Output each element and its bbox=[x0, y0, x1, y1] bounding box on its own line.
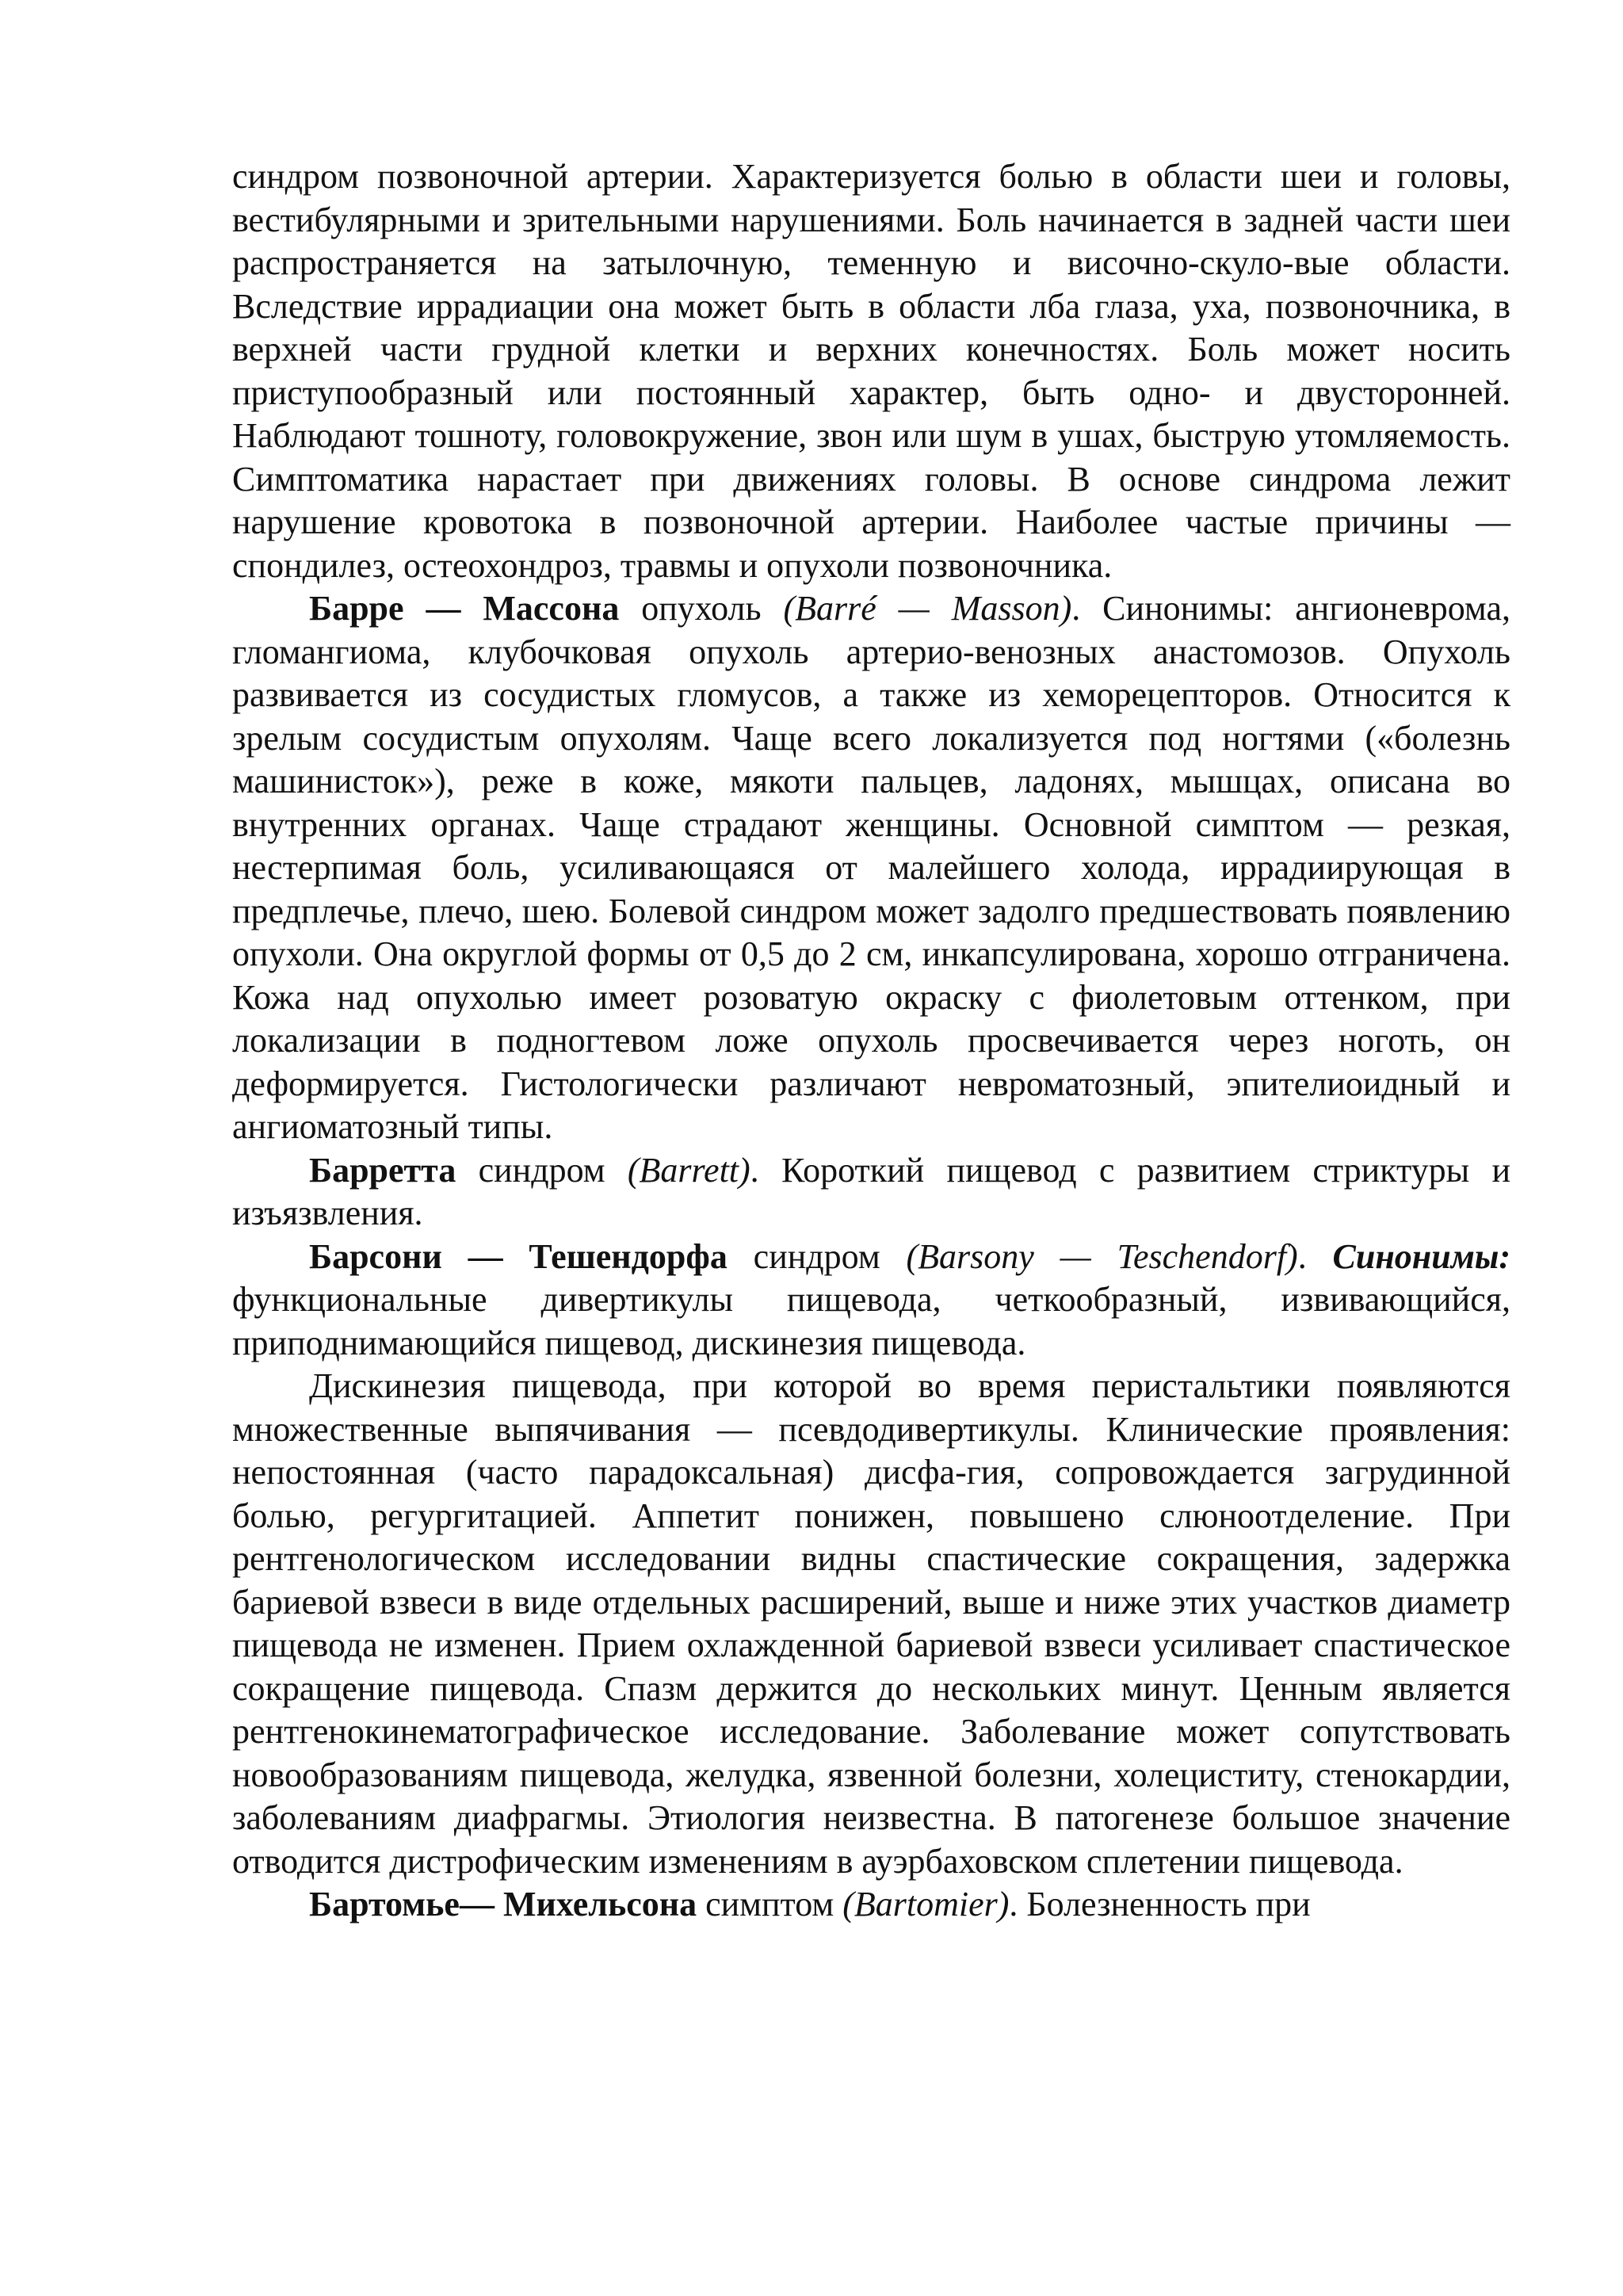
paragraph-text: . Синонимы: ангионеврома, гломангиома, клубочковая опухоль артерио-венозных анастомозов. Опухоль развивается из сосудистых гломусов, а также из хеморецепторов. Относится к зрелым сосудистым опухолям. Чаще всего локализуется под ногтями («болезнь машинисток»), реже в коже, мякоти пальцев, ладонях, мышцах, описана во внутренних органах. Чаще страдают женщины. Основной симптом — резкая, нестерпимая боль, усиливающаяся от малейшего холода, иррадиирующая в предплечье, плечо, шею. Болевой синдром может задолго предшествовать появлению опухоли. Она округлой формы от 0,5 до 2 см, инкапсулирована, хорошо отграничена. Кожа над опухолью имеет розоватую окраску с фиолетовым оттенком, при локализации в подногтевом ложе опухоль просвечивается через ноготь, он деформируется. Гистологически различают невроматозный, эпителиоидный и ангиоматозный типы. bbox=[232, 589, 1511, 1146]
term-heading: Барре — Массона bbox=[309, 589, 620, 628]
separator: . bbox=[1297, 1236, 1333, 1276]
body-text bbox=[232, 155, 1510, 1927]
paragraph-text: . Болезненность при bbox=[1009, 1885, 1311, 1924]
paragraph-barrett-syndrome bbox=[232, 1149, 1510, 1236]
term-type: опухоль bbox=[619, 589, 784, 628]
term-type: симптом bbox=[697, 1885, 843, 1924]
paragraph-vertebral-artery-syndrome bbox=[232, 155, 1510, 587]
latin-name: (Bartomier) bbox=[842, 1885, 1010, 1924]
paragraph-barre-masson-tumor bbox=[232, 587, 1510, 1149]
paragraph-text: Дискинезия пищевода, при которой во время перистальтики появляются множественные выпячивания — псевдодивертикулы. Клинические проявления: непостоянная (часто парадоксальная) дисфа-гия, сопровождается загрудинной болью, регургитацией. Аппетит понижен, повышено слюноотделение. При рентгенологическом исследовании видны спастические сокращения, задержка бариевой взвеси в виде отдельных расширений, выше и ниже этих участков диаметр пищевода не изменен. Прием охлажденной бариевой взвеси усиливает спастическое сокращение пищевода. Спазм держится до нескольких минут. Ценным является рентгенокинематографическое исследование. Заболевание может сопутствовать новообразованиям пищевода, желудка, язвенной болезни, холециститу, стенокардии, заболеваниям диафрагмы. Этиология неизвестна. В патогенезе большое значение отводится дистрофическим изменениям в ауэрбаховском сплетении пищевода. bbox=[232, 1366, 1510, 1881]
term-heading: Бартомье— Михельсона bbox=[309, 1885, 697, 1924]
paragraph-text: функциональные дивертикулы пищевода, четкообразный, извивающийся, приподнимающийся пищевод, дискинезия пищевода. bbox=[232, 1280, 1510, 1362]
synonyms-label: Синонимы: bbox=[1332, 1236, 1511, 1276]
latin-name: (Barsony — Teschendorf) bbox=[906, 1236, 1298, 1276]
term-heading: Барсони — Тешендорфа bbox=[309, 1236, 727, 1276]
term-heading: Барретта bbox=[309, 1150, 456, 1190]
paragraph-barsony-teschendorf-syndrome bbox=[232, 1236, 1510, 1366]
paragraph-esophageal-dyskinesia bbox=[232, 1365, 1510, 1883]
paragraph-bartomier-michelson-symptom bbox=[232, 1883, 1510, 1927]
latin-name: (Barrett) bbox=[627, 1150, 750, 1190]
latin-name: (Barré — Masson) bbox=[783, 589, 1072, 628]
paragraph-text: . Короткий пищевод с развитием стриктуры и изъязвления. bbox=[232, 1150, 1510, 1232]
term-type: синдром bbox=[727, 1236, 907, 1276]
term-type: синдром bbox=[456, 1150, 628, 1190]
paragraph-text: синдром позвоночной артерии. Характеризуется болью в области шеи и головы, вестибулярными и зрительными нарушениями. Боль начинается в задней части шеи распространяется на затылочную, теменную и височно-скуло-вые области. Вследствие иррадиации она может быть в области лба глаза, уха, позвоночника, в верхней части грудной клетки и верхних конечностях. Боль может носить приступообразный или постоянный характер, быть одно- и двусторонней. Наблюдают тошноту, головокружение, звон или шум в ушах, быструю утомляемость. Симптоматика нарастает при движениях головы. В основе синдрома лежит нарушение кровотока в позвоночной артерии. Наиболее частые причины — спондилез, остеохондроз, травмы и опухоли позвоночника. bbox=[232, 157, 1510, 585]
